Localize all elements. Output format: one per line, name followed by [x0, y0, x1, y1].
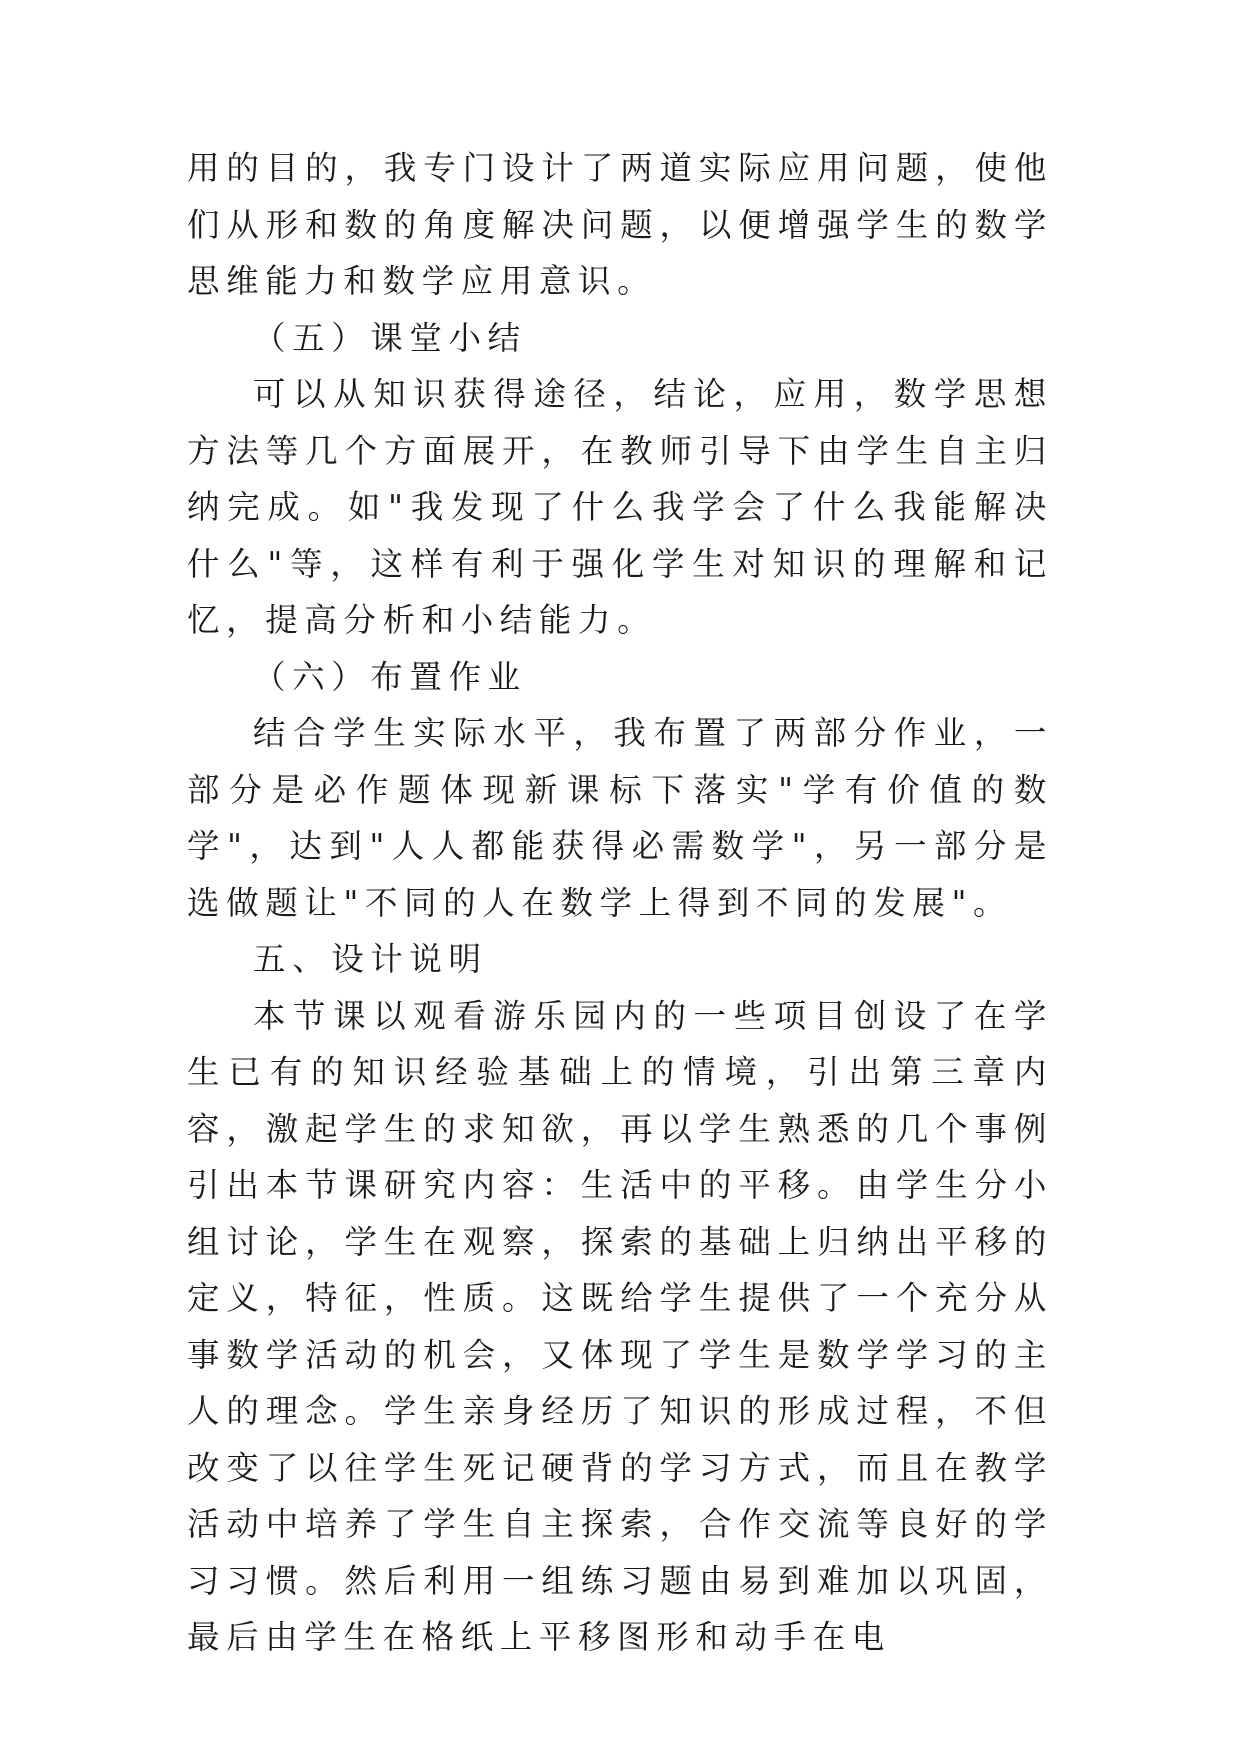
- paragraph-design-notes: 本节课以观看游乐园内的一些项目创设了在学生已有的知识经验基础上的情境，引出第三章内容，激起学生的求知欲，再以学生熟悉的几个事例引出本节课研究内容：生活中的平移。由学生分小组讨论，学生在观察，探索的基础上归纳出平移的定义，特征，性质。这既给学生提供了一个充分从事数学活动的机会，又体现了学生是数学学习的主人的理念。学生亲身经历了知识的形成过程，不但改变了以往学生死记硬背的学习方式，而且在教学活动中培养了学生自主探索，合作交流等良好的学习习惯。然后利用一组练习题由易到难加以巩固，最后由学生在格纸上平移图形和动手在电: [187, 996, 1053, 1656]
- section-heading-class-summary: （五）课堂小结: [253, 318, 527, 357]
- paragraph-homework: 结合学生实际水平，我布置了两部分作业，一部分是必作题体现新课标下落实"学有价值的数学"，达到"人人都能获得必需数学"，另一部分是选做题让"不同的人在数学上得到不同的发展"。: [187, 714, 1053, 922]
- document-body: [187, 140, 1053, 1666]
- section-heading-homework: （六）布置作业: [253, 657, 527, 696]
- paragraph-continuation: 用的目的，我专门设计了两道实际应用问题，使他们从形和数的角度解决问题，以便增强学生的数学思维能力和数学应用意识。: [187, 149, 1053, 300]
- paragraph-class-summary: 可以从知识获得途径，结论，应用，数学思想方法等几个方面展开，在教师引导下由学生自主归纳完成。如"我发现了什么我学会了什么我能解决什么"等，这样有利于强化学生对知识的理解和记忆，提高分析和小结能力。: [187, 375, 1053, 639]
- section-heading-design-notes: 五、设计说明: [253, 940, 488, 978]
